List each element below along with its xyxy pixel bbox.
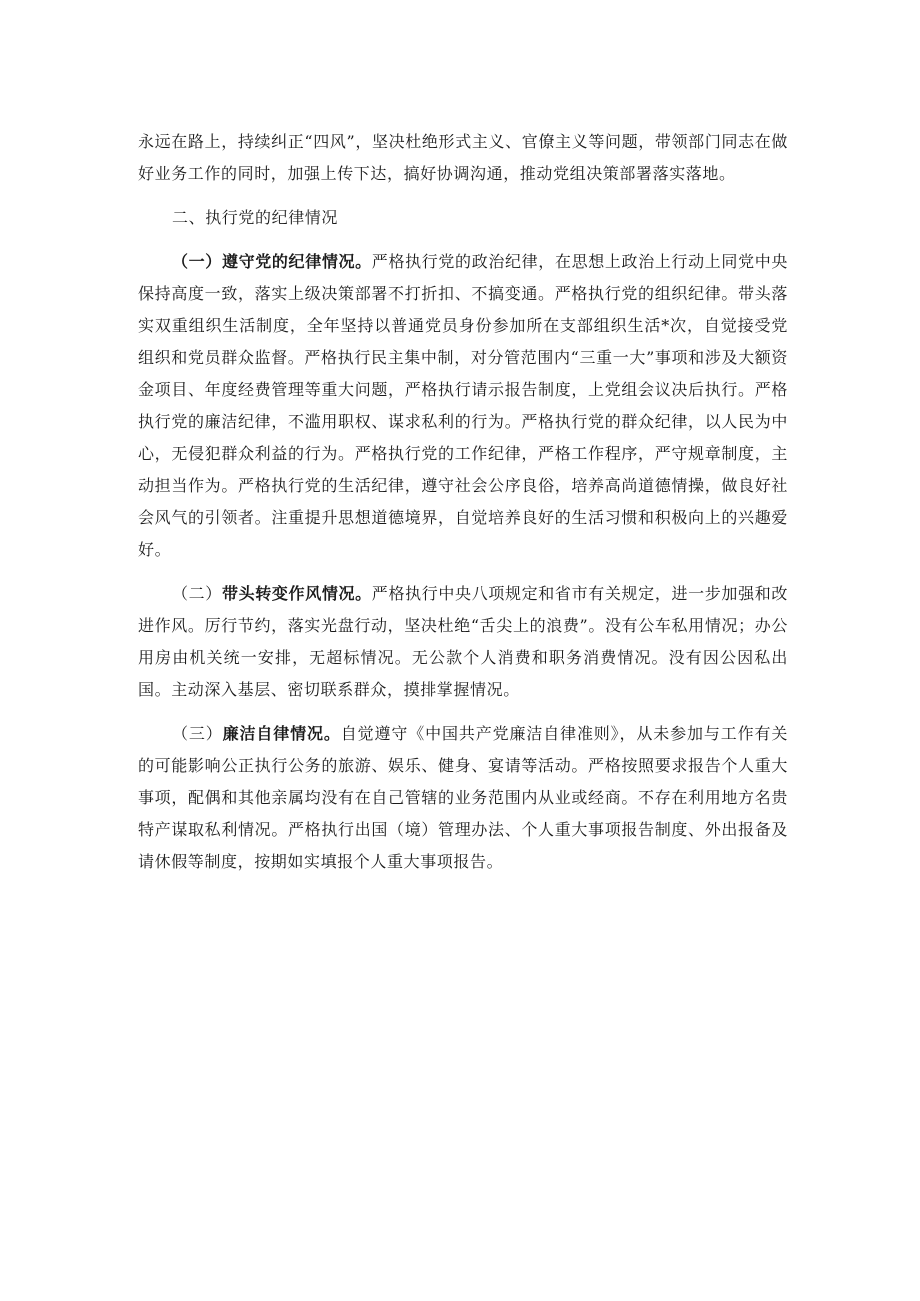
paragraph-label: （一）遵守党的纪律情况。 bbox=[172, 252, 372, 271]
paragraph-label: 廉洁自律情况。 bbox=[222, 724, 341, 743]
paragraph-prefix: （二） bbox=[172, 584, 222, 603]
paragraph-work-style bbox=[138, 578, 788, 706]
paragraph-text: 严格执行党的政治纪律，在思想上政治上行动上同党中央保持高度一致，落实上级决策部署不打折扣、不搞变通。严格执行党的组织纪律。带头落实双重组织生活制度，全年坚持以普通党员身份参加所在支部组织生活*次，自觉接受党组织和党员群众监督。严格执行民主集中制，对分管范围内“三重一大”事项和涉及大额资金项目、年度经费管理等重大问题，严格执行请示报告制度，上党组会议决后执行。严格执行党的廉洁纪律，不滥用职权、谋求私利的行为。严格执行党的群众纪律，以人民为中心，无侵犯群众利益的行为。严格执行党的工作纪律，严格工作程序，严守规章制度，主动担当作为。严格执行党的生活纪律，遵守社会公序良俗，培养高尚道德情操，做良好社会风气的引领者。注重提升思想道德境界，自觉培养良好的生活习惯和积极向上的兴趣爱好。 bbox=[138, 252, 788, 559]
paragraph-label: 带头转变作风情况。 bbox=[221, 584, 372, 603]
section-heading bbox=[138, 202, 788, 234]
paragraph-party-discipline bbox=[138, 246, 788, 566]
paragraph-integrity bbox=[138, 718, 788, 878]
paragraph-text: 严格执行中央八项规定和省市有关规定，进一步加强和改进作风。厉行节约，落实光盘行动，坚决杜绝“舌尖上的浪费”。没有公车私用情况；办公用房由机关统一安排，无超标情况。无公款个人消费和职务消费情况。没有因公因私出国。主动深入基层、密切联系群众，摸排掌握情况。 bbox=[138, 584, 788, 699]
paragraph-prefix: （三） bbox=[172, 724, 223, 743]
paragraph-continuation: 永远在路上，持续纠正“四风”，坚决杜绝形式主义、官僚主义等问题，带领部门同志在做好业务工作的同时，加强上传下达，搞好协调沟通，推动党组决策部署落实落地。 bbox=[138, 132, 788, 183]
section-heading-text: 二、执行党的纪律情况 bbox=[172, 208, 339, 227]
paragraph-text: 自觉遵守《中国共产党廉洁自律准则》，从未参加与工作有关的可能影响公正执行公务的旅游、娱乐、健身、宴请等活动。严格按照要求报告个人重大事项，配偶和其他亲属均没有在自己管辖的业务范围内从业或经商。不存在利用地方名贵特产谋取私利情况。严格执行出国（境）管理办法、个人重大事项报告制度、外出报备及请休假等制度，按期如实填报个人重大事项报告。 bbox=[138, 724, 788, 871]
document-body bbox=[138, 126, 788, 878]
